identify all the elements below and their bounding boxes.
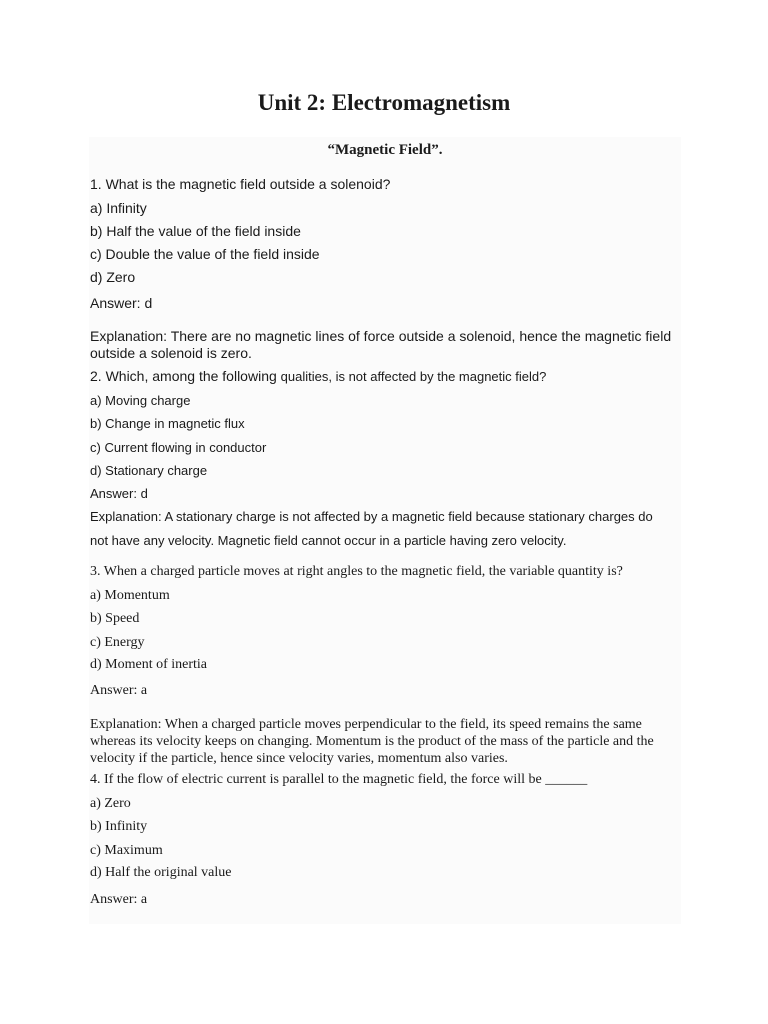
section-subtitle: “Magnetic Field”. [327,142,443,158]
question-2-explanation-line-1: Explanation: A stationary charge is not affected by a magnetic field because stationary charges do [90,509,653,524]
question-1-text: 1. What is the magnetic field outside a solenoid? [90,176,391,192]
page-title: Unit 2: Electromagnetism [257,90,511,115]
question-4-option-a: a) Zero [90,796,131,811]
question-1-option-b: b) Half the value of the field inside [90,223,301,239]
question-2-text [90,368,546,386]
question-1-option-d: d) Zero [90,269,136,285]
question-2-text-main: 2. Which, among the following [90,368,281,384]
question-2-text-rest: qualities, is not affected by the magnetic field? [280,369,547,384]
question-2-option-b: b) Change in magnetic flux [90,416,245,431]
question-3-text: 3. When a charged particle moves at right angles to the magnetic field, the variable quantity is? [90,564,623,579]
question-3-option-b: b) Speed [90,611,140,626]
question-3-explanation: Explanation: When a charged particle moves perpendicular to the field, its speed remains the same whereas its velocity keeps on changing. Momentum is the product of the mass of the particle and the velocity if the particle, hence since velocity varies, momentum also varies. [90,717,654,766]
question-3-option-c: c) Energy [90,635,145,650]
question-2-option-c: c) Current flowing in conductor [90,440,267,455]
question-2-explanation-line-2: not have any velocity. Magnetic field cannot occur in a particle having zero velocity. [90,533,567,548]
question-1-option-c: c) Double the value of the field inside [90,246,320,262]
question-4-option-b: b) Infinity [90,819,148,834]
question-4-text: 4. If the flow of electric current is parallel to the magnetic field, the force will be ______ [90,772,588,787]
question-3-answer: Answer: a [90,683,148,698]
question-2-answer: Answer: d [90,486,148,501]
question-1-answer: Answer: d [90,295,153,311]
question-2-option-a: a) Moving charge [90,393,191,408]
question-4-answer: Answer: a [90,892,148,907]
question-3-option-d: d) Moment of inertia [90,657,208,672]
question-4-option-d: d) Half the original value [90,865,232,880]
question-1-option-a: a) Infinity [90,200,147,216]
question-1-explanation: Explanation: There are no magnetic lines of force outside a solenoid, hence the magnetic field outside a solenoid is zero. [90,328,672,361]
question-3-option-a: a) Momentum [90,588,170,603]
question-4-option-c: c) Maximum [90,843,163,858]
question-2-option-d: d) Stationary charge [90,463,208,478]
